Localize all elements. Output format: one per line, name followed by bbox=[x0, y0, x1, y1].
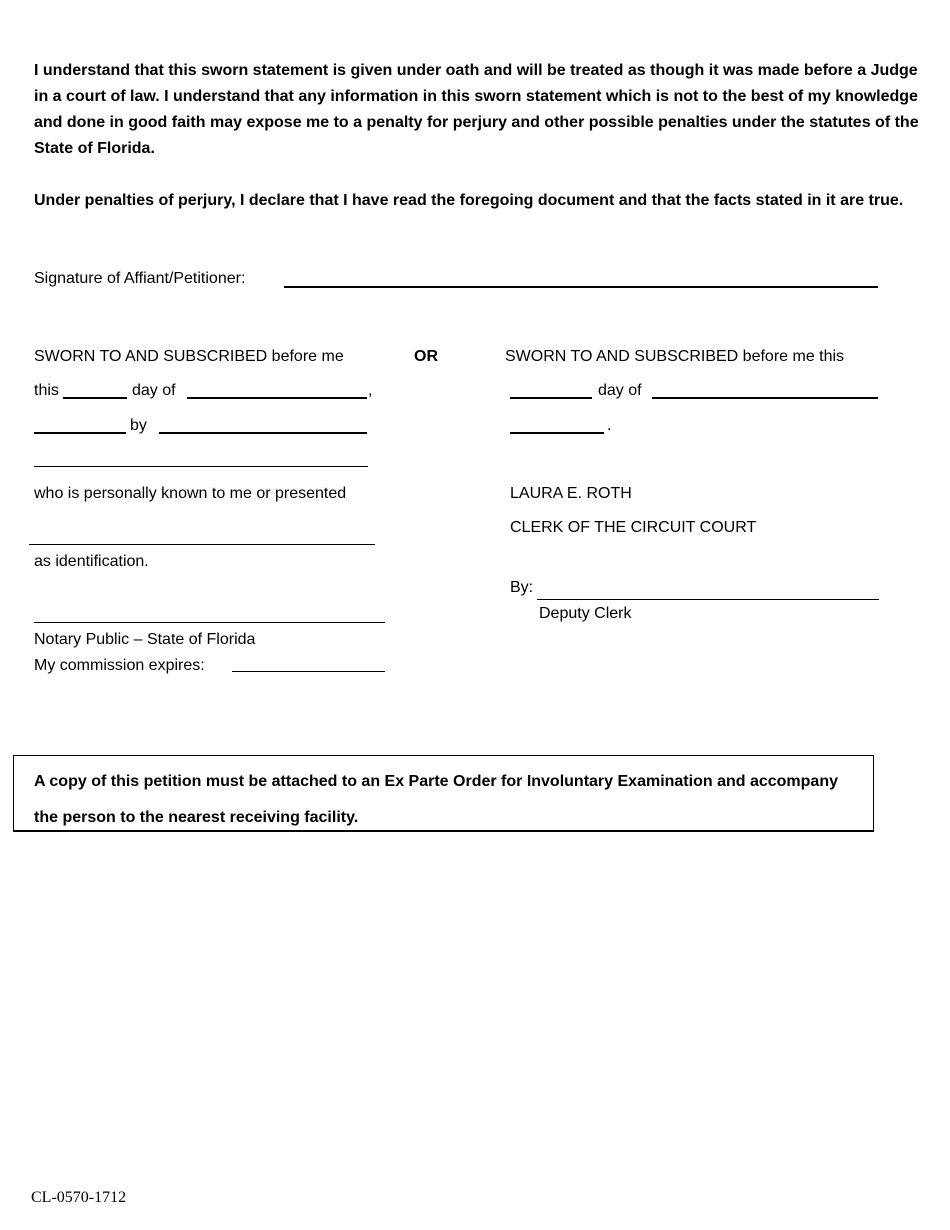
right-period: . bbox=[607, 417, 612, 434]
notary-public-label: Notary Public – State of Florida bbox=[34, 631, 256, 648]
oath-statement: I understand that this sworn statement is given under oath and will be treated as though it was made before a Judge in a court of law. I understand that any information in this sworn statement which is not to the best of my knowledge and done in good faith may expose me to a penalty for perjury and other possible penalties under the statutes of the State of Florida. bbox=[34, 62, 919, 157]
clerk-by-label: By: bbox=[510, 579, 534, 596]
left-this-label: this bbox=[34, 382, 59, 399]
deputy-signature-line[interactable] bbox=[537, 599, 879, 600]
notary-signature-line[interactable] bbox=[34, 622, 385, 623]
commission-expires-line[interactable] bbox=[232, 671, 385, 672]
right-year-field[interactable] bbox=[510, 432, 604, 434]
left-comma: , bbox=[368, 382, 373, 399]
left-by-name-field[interactable] bbox=[159, 432, 367, 434]
commission-expires-label: My commission expires: bbox=[34, 657, 205, 674]
left-day-of-label: day of bbox=[132, 382, 176, 399]
notice-box bbox=[13, 755, 874, 832]
notice-text: A copy of this petition must be attached to an Ex Parte Order for Involuntary Examination and accompany the person to the nearest receiving facility. bbox=[34, 773, 838, 826]
form-code: CL-0570-1712 bbox=[31, 1189, 127, 1206]
left-day-field[interactable] bbox=[63, 397, 127, 399]
right-month-field[interactable] bbox=[652, 397, 878, 399]
clerk-title: CLERK OF THE CIRCUIT COURT bbox=[510, 519, 757, 536]
left-sworn-text: SWORN TO AND SUBSCRIBED before me bbox=[34, 348, 344, 365]
clerk-name: LAURA E. ROTH bbox=[510, 485, 632, 502]
signature-line[interactable] bbox=[284, 286, 878, 288]
signature-label: Signature of Affiant/Petitioner: bbox=[34, 270, 246, 287]
left-by-label: by bbox=[130, 417, 147, 434]
right-day-of-label: day of bbox=[598, 382, 642, 399]
deputy-clerk-label: Deputy Clerk bbox=[539, 605, 632, 622]
personally-known-text: who is personally known to me or presented bbox=[34, 485, 347, 502]
identification-line[interactable] bbox=[29, 544, 375, 545]
left-name-line[interactable] bbox=[34, 466, 368, 467]
as-identification-text: as identification. bbox=[34, 553, 149, 570]
perjury-declaration: Under penalties of perjury, I declare that I have read the foregoing document and that the facts stated in it are true. bbox=[34, 192, 904, 209]
right-day-field[interactable] bbox=[510, 397, 592, 399]
right-sworn-text: SWORN TO AND SUBSCRIBED before me this bbox=[505, 348, 845, 365]
or-label: OR bbox=[414, 348, 438, 365]
left-month-field[interactable] bbox=[187, 397, 367, 399]
left-year-field[interactable] bbox=[34, 432, 126, 434]
